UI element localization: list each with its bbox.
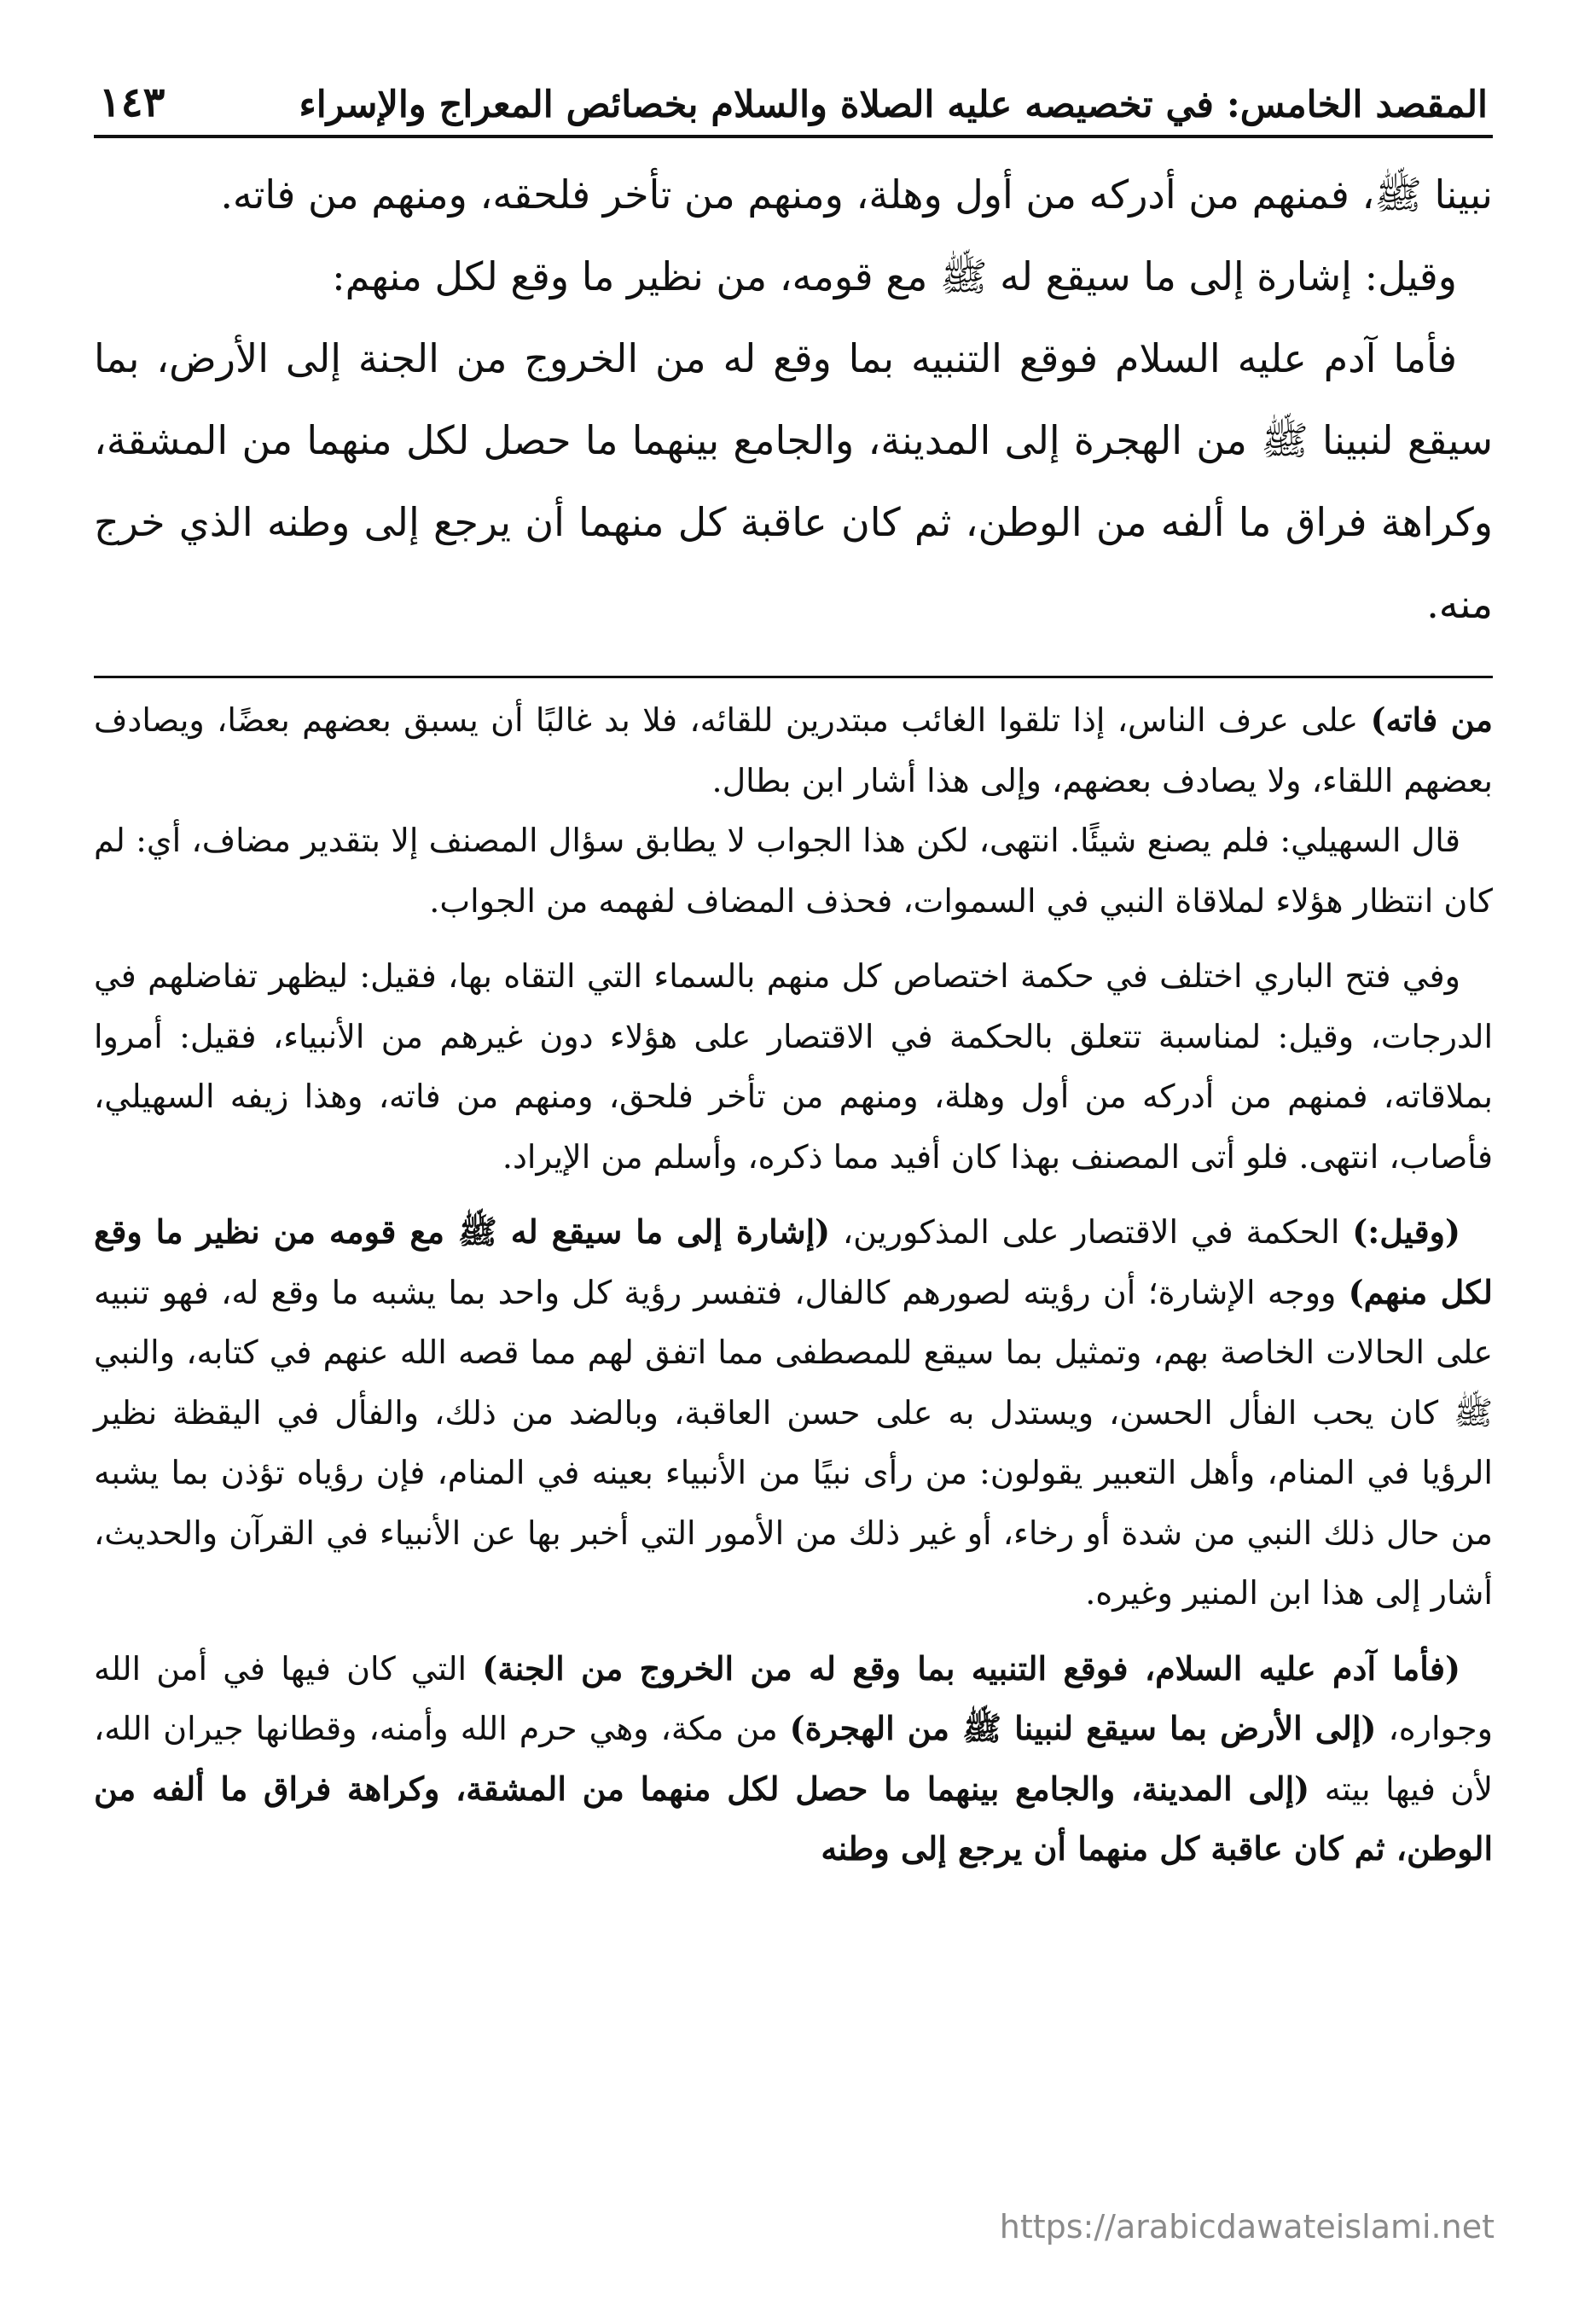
book-page bbox=[94, 60, 1493, 1880]
main-paragraph: نبينا ﷺ، فمنهم من أدركه من أول وهلة، ومنهم من تأخر فلحقه، ومنهم من فاته. bbox=[220, 171, 1493, 218]
commentary-paragraph: وفي فتح الباري اختلف في حكمة اختصاص كل منهم بالسماء التي التقاه بها، فقيل: ليظهر تفاضلهم في الدرجات، وقيل: لمناسبة تتعلق بالحكمة في الاقتصار على هؤلاء دون غيرهم من الأنبياء، فقيل: أمروا بملاقاته، فمنهم من أدركه من أول وهلة، ومنهم من تأخر فلحق، ومنهم من فاته، وهذا زيفه السهيلي، فأصاب، انتهى. فلو أتى المصنف بهذا كان أفيد مما ذكره، وأسلم من الإيراد. bbox=[94, 957, 1493, 1176]
header-rule bbox=[94, 135, 1493, 138]
page-number: ١٤٣ bbox=[99, 78, 165, 126]
quoted-matn: (إشارة إلى ما سيقع له ﷺ مع قومه من نظير ما وقع لكل منهم) bbox=[94, 1212, 1493, 1311]
commentary bbox=[94, 690, 1493, 1880]
running-header bbox=[94, 60, 1493, 126]
quoted-matn: (فأما آدم عليه السلام، فوقع التنبيه بما وقع له من الخروج من الجنة) bbox=[482, 1648, 1460, 1688]
watermark-url: https://arabicdawateislami.net bbox=[999, 2208, 1495, 2246]
main-paragraph: فأما آدم عليه السلام فوقع التنبيه بما وقع له من الخروج من الجنة إلى الأرض، بما سيقع لنبينا ﷺ من الهجرة إلى المدينة، والجامع بينهما ما حصل لكل منهما من المشقة، وكراهة فراق ما ألفه من الوطن، ثم كان عاقبة كل منهما أن يرجع إلى وطنه الذي خرج منه. bbox=[94, 335, 1493, 627]
quoted-matn: (إلى الأرض بما سيقع لنبينا ﷺ من الهجرة) bbox=[789, 1709, 1377, 1747]
quoted-matn: (وقيل:) bbox=[1352, 1212, 1460, 1251]
commentary-paragraph: (فأما آدم عليه السلام، فوقع التنبيه بما وقع له من الخروج من الجنة) التي كان فيها في أمن الله وجواره، (إلى الأرض بما سيقع لنبينا ﷺ من الهجرة) من مكة، وهي حرم الله وأمنه، وقطانها جيران الله، لأن فيها بيته (إلى المدينة، والجامع بينهما ما حصل لكل منهما من المشقة، وكراهة فراق ما ألفه من الوطن، ثم كان عاقبة كل منهما أن يرجع إلى وطنه bbox=[94, 1648, 1493, 1868]
chapter-title: المقصد الخامس: في تخصيصه عليه الصلاة والسلام بخصائص المعراج والإسراء bbox=[299, 84, 1488, 126]
commentary-paragraph: من فاته) على عرف الناس، إذا تلقوا الغائب مبتدرين للقائه، فلا بد غالبًا أن يسبق بعضهم بعضًا، ويصادف بعضهم اللقاء، ولا يصادف بعضهم، وإلى هذا أشار ابن بطال. bbox=[94, 700, 1493, 799]
commentary-paragraph: (وقيل:) الحكمة في الاقتصار على المذكورين، (إشارة إلى ما سيقع له ﷺ مع قومه من نظير ما وقع لكل منهم) ووجه الإشارة؛ أن رؤيته لصورهم كالفال، فتفسر رؤية كل واحد بما يشبه ما وقع له، فهو تنبيه على الحالات الخاصة بهم، وتمثيل بما سيقع للمصطفى مما اتفق لهم مما قصه الله عنهم في كتابه، والنبي ﷺ كان يحب الفأل الحسن، ويستدل به على حسن العاقبة، وبالضد من ذلك، والفأل في اليقظة نظير الرؤيا في المنام، وأهل التعبير يقولون: من رأى نبيًا من الأنبياء بعينه في المنام، فإن رؤياه تؤذن بما يشبه من حال ذلك النبي من شدة أو رخاء، أو غير ذلك من الأمور التي أخبر بها عن الأنبياء في القرآن والحديث، أشار إلى هذا ابن المنير وغيره. bbox=[94, 1212, 1493, 1612]
main-paragraph: وقيل: إشارة إلى ما سيقع له ﷺ مع قومه، من نظير ما وقع لكل منهم: bbox=[332, 253, 1457, 299]
commentary-paragraph: قال السهيلي: فلم يصنع شيئًا. انتهى، لكن هذا الجواب لا يطابق سؤال المصنف إلا بتقدير مضاف، أي: لم كان انتظار هؤلاء لملاقاة النبي في السموات، فحذف المضاف لفهمه من الجواب. bbox=[94, 822, 1493, 920]
quoted-matn: من فاته) bbox=[1370, 700, 1493, 739]
footnote-separator bbox=[94, 676, 1493, 678]
main-text bbox=[94, 154, 1493, 645]
quoted-matn: (إلى المدينة، والجامع بينهما ما حصل لكل منهما من المشقة، وكراهة فراق ما ألفه من الوطن، ثم كان عاقبة كل منهما أن يرجع إلى وطنه bbox=[94, 1769, 1493, 1868]
